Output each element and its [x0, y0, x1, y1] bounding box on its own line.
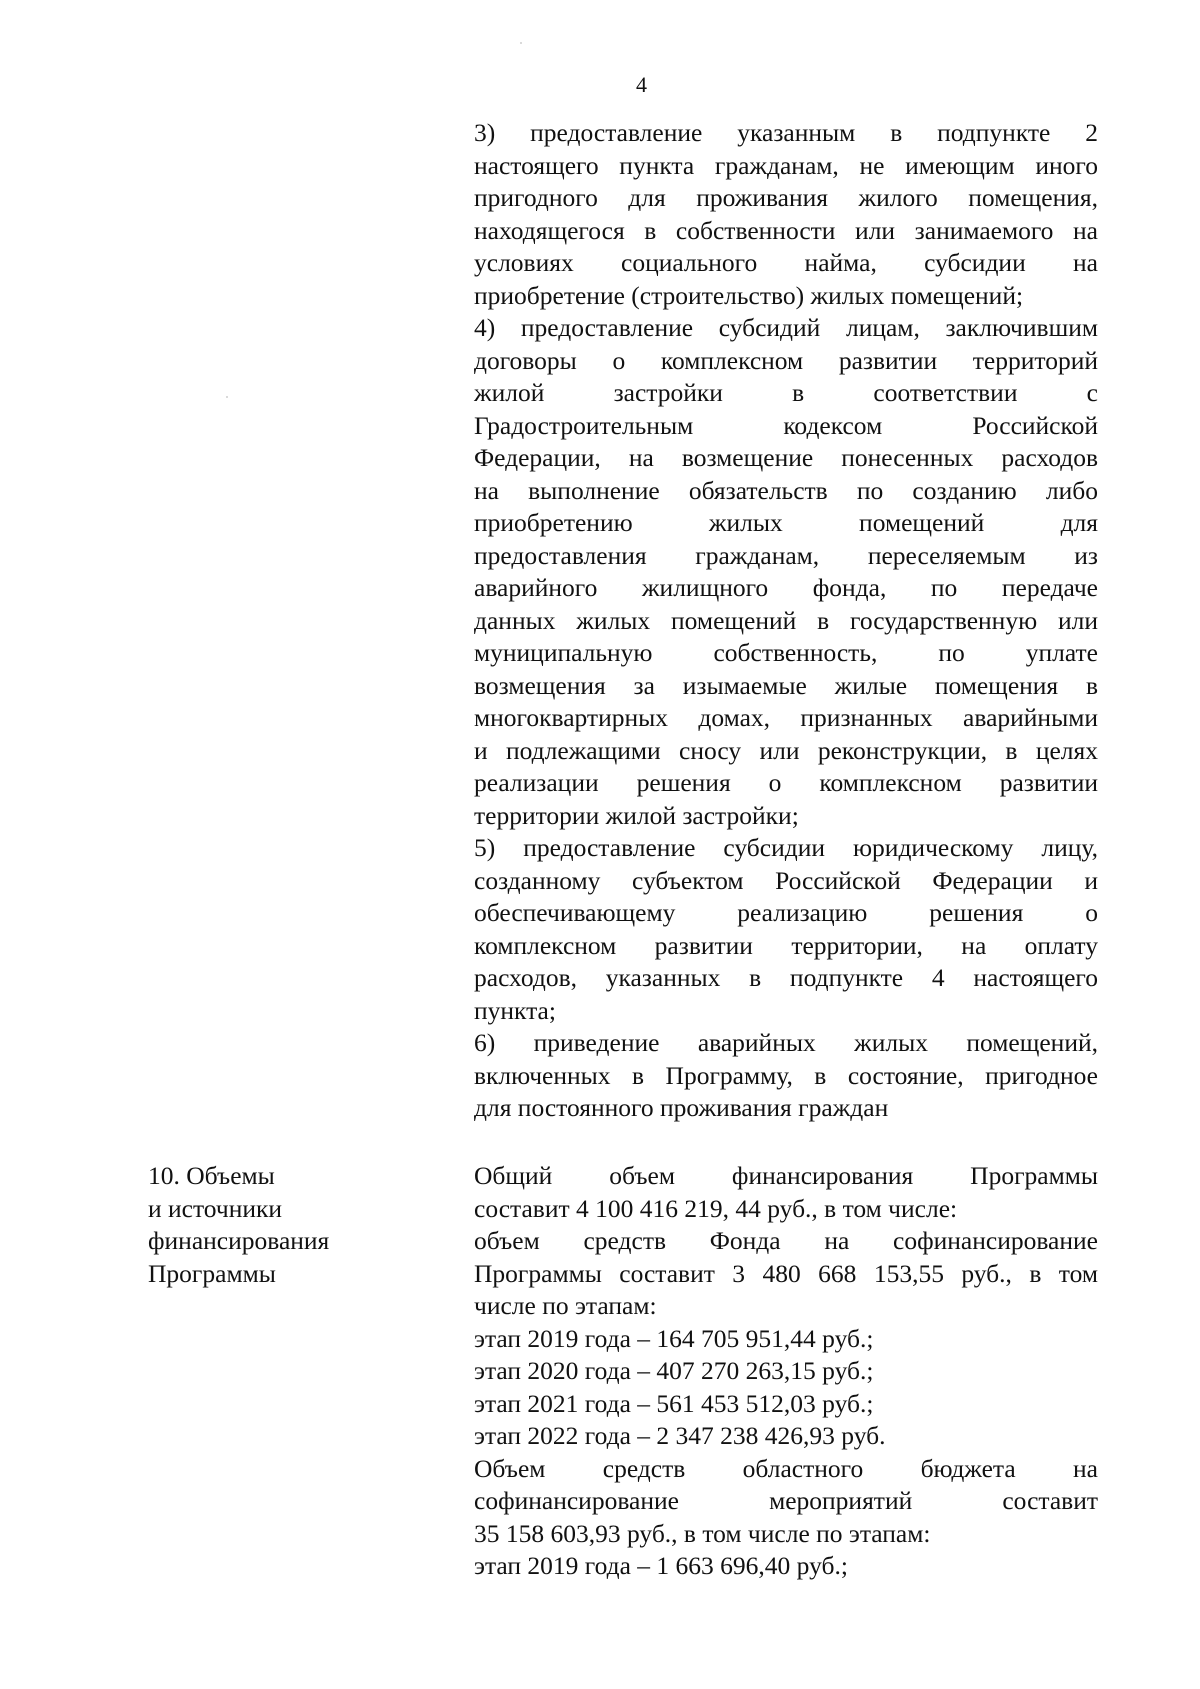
scan-speck [226, 396, 228, 398]
text-line: для постоянного проживания граждан [474, 1093, 889, 1122]
heading-line: Программы [148, 1258, 276, 1288]
text-line: приобретение (строительство) жилых помещений; [474, 280, 1024, 310]
scan-speck [520, 42, 522, 44]
heading-line: и источники [148, 1193, 283, 1223]
text-line: этап 2019 года – 1 663 696,40 руб.; [474, 1551, 848, 1580]
text-line: настоящего пункта гражданам, не имеющим иного [474, 150, 1098, 180]
text-line: этап 2022 года – 2 347 238 426,93 руб. [474, 1421, 886, 1450]
text-line: 6) приведение аварийных жилых помещений, [474, 1028, 1098, 1057]
text-line: Объем средств областного бюджета на [474, 1453, 1098, 1483]
text-line: пункта; [474, 995, 556, 1025]
text-line: аварийного жилищного фонда, по передаче [474, 573, 1098, 602]
text-line: возмещения за изымаемые жилые помещения в [474, 670, 1098, 700]
text-line: на выполнение обязательств по созданию либо [474, 475, 1098, 505]
text-line: договоры о комплексном развитии территорий [474, 345, 1098, 375]
financing-details [474, 1160, 1098, 1583]
text-line: этап 2020 года – 407 270 263,15 руб.; [474, 1356, 874, 1385]
text-line: многоквартирных домах, признанных аварийными [474, 703, 1098, 732]
text-line: 4) предоставление субсидий лицам, заключившим [474, 313, 1098, 342]
text-line: софинансирование мероприятий составит [474, 1486, 1098, 1515]
section-heading [148, 1160, 448, 1290]
page-number: 4 [636, 72, 647, 97]
text-line: составит 4 100 416 219, 44 руб., в том числе: [474, 1193, 958, 1223]
text-line: условиях социального найма, субсидии на [474, 248, 1098, 277]
text-line: объем средств Фонда на софинансирование [474, 1226, 1098, 1255]
program-measures-list [474, 117, 1098, 1125]
text-line: и подлежащими сносу или реконструкции, в целях [474, 735, 1098, 765]
text-line: расходов, указанных в подпункте 4 настоящего [474, 963, 1098, 992]
text-line: Общий объем финансирования Программы [474, 1161, 1098, 1190]
text-line: предоставления гражданам, переселяемым из [474, 540, 1098, 570]
text-line: Федерации, на возмещение понесенных расходов [474, 443, 1098, 472]
text-line: Программы составит 3 480 668 153,55 руб., в том [474, 1258, 1098, 1288]
text-line: жилой застройки в соответствии с [474, 378, 1098, 407]
text-line: 35 158 603,93 руб., в том числе по этапам: [474, 1518, 931, 1548]
text-line: числе по этапам: [474, 1291, 657, 1320]
text-line: этап 2021 года – 561 453 512,03 руб.; [474, 1388, 874, 1418]
text-line: приобретению жилых помещений для [474, 508, 1098, 537]
text-line: муниципальную собственность, по уплате [474, 638, 1098, 667]
text-line: реализации решения о комплексном развитии [474, 768, 1098, 797]
text-line: Градостроительным кодексом Российской [474, 410, 1098, 440]
text-line: находящегося в собственности или занимаемого на [474, 215, 1098, 245]
text-line: пригодного для проживания жилого помещения, [474, 183, 1098, 212]
text-line: созданному субъектом Российской Федерации и [474, 865, 1098, 895]
text-line: этап 2019 года – 164 705 951,44 руб.; [474, 1323, 874, 1353]
text-line: 3) предоставление указанным в подпункте 2 [474, 118, 1098, 147]
text-line: данных жилых помещений в государственную или [474, 605, 1098, 635]
text-line: обеспечивающему реализацию решения о [474, 898, 1098, 927]
text-line: территории жилой застройки; [474, 800, 799, 830]
text-line: 5) предоставление субсидии юридическому лицу, [474, 833, 1098, 862]
heading-line: 10. Объемы [148, 1161, 275, 1190]
text-line: комплексном развитии территории, на оплату [474, 930, 1098, 960]
heading-line: финансирования [148, 1226, 330, 1255]
text-line: включенных в Программу, в состояние, пригодное [474, 1060, 1098, 1090]
